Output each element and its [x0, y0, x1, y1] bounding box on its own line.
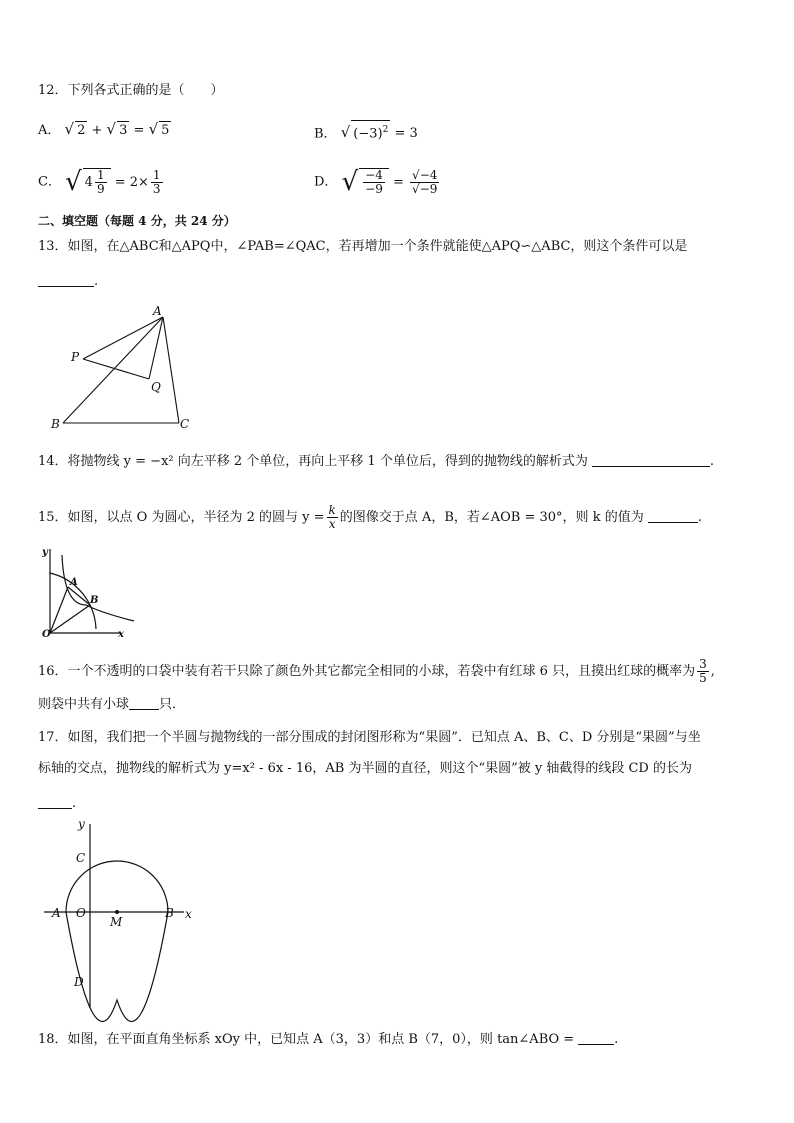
q15-fraction	[327, 504, 338, 531]
q14-blank[interactable]	[592, 452, 710, 467]
q18-text: 18．如图，在平面直角坐标系 xOy 中，已知点 A（3，3）和点 B（7，0），则 tan∠ABO =	[38, 1032, 575, 1047]
q15-label-y: y	[42, 547, 48, 558]
q12-option-b-label: B．	[314, 126, 337, 142]
q16-blank[interactable]	[129, 695, 159, 710]
q17-line2: 标轴的交点，抛物线的解析式为 y=x² - 6x - 16，AB 为半圆的直径，则这个“果圆”被 y 轴截得的线段 CD 的长为	[38, 761, 692, 776]
q13-label-q: Q	[151, 380, 161, 394]
q15-text-b: 的图像交于点 A，B，若∠AOB = 30°，则 k 的值为	[339, 510, 644, 525]
q17-figure	[44, 817, 204, 1015]
q17-blank[interactable]	[38, 794, 72, 809]
q13-side-aq	[149, 317, 163, 379]
q15-figure	[38, 545, 138, 640]
q12-option-c	[38, 168, 165, 196]
q18-blank[interactable]	[578, 1030, 614, 1045]
q13-label-c: C	[180, 417, 190, 431]
q17-label-a: A	[52, 906, 61, 920]
q13-label-p: P	[71, 350, 80, 364]
q12-option-d	[314, 168, 441, 196]
q17-center-dot	[115, 910, 119, 914]
q14-text: 14．将抛物线 y = −x² 向左平移 2 个单位，再向上平移 1 个单位后，得到的抛物线的解析式为	[38, 454, 588, 469]
q12-option-c-label: C．	[38, 174, 61, 190]
q16-frac-den: 5	[699, 671, 707, 685]
q14-end: .	[709, 454, 714, 469]
q17-line1: 17．如图，我们把一个半圆与抛物线的一部分围成的封闭图形称为“果圆”．已知点 A、B、C、D 分别是“果圆”与坐	[38, 730, 701, 745]
q17-label-c: C	[76, 851, 86, 865]
section-2-title: 二、填空题（每题 4 分，共 24 分）	[38, 214, 236, 228]
q17-label-d: D	[74, 975, 84, 989]
q15-hyperbola	[62, 555, 134, 621]
q17-label-o: O	[76, 906, 86, 920]
q12-option-b	[314, 120, 418, 143]
q12-option-b-math: √ $(-3)^2 = 3$	[341, 126, 418, 141]
q15-blank[interactable]	[648, 508, 698, 523]
q18-line	[38, 1030, 618, 1049]
q15-label-b: B	[90, 595, 99, 606]
q17-label-m: M	[110, 915, 123, 929]
q16-frac-num: 3	[699, 657, 707, 671]
q12-option-d-label: D．	[314, 174, 338, 190]
q15-frac-den: x	[328, 517, 336, 531]
q17-answer-line	[38, 794, 76, 813]
q15-line	[38, 504, 702, 531]
q13-answer-line	[38, 272, 98, 291]
q15-label-x: x	[118, 629, 124, 640]
q17-label-b: B	[165, 906, 174, 920]
q16-fraction	[697, 658, 709, 685]
q17-end: .	[72, 796, 77, 811]
q16-line1: 16．一个不透明的口袋中装有若干只除了颜色外其它都完全相同的小球，若袋中有红球 6 只，且摸出红球的概率为 $\frac{3}{5}$ ,	[38, 657, 715, 685]
q16-text-c: 只．	[159, 697, 186, 712]
q12-stem: 12．下列各式正确的是（ ）	[38, 83, 224, 98]
q13-stem: 13．如图，在△ABC和△APQ中，∠PAB=∠QAC，若再增加一个条件就能使△APQ∽△ABC，则这个条件可以是	[38, 239, 688, 254]
q15-end: .	[697, 510, 702, 525]
q13-side-ac	[163, 317, 179, 423]
q16-text-b: 则袋中共有小球	[38, 697, 130, 712]
q16-line2	[38, 695, 185, 714]
q13-side-pq	[83, 359, 149, 379]
q13-end: .	[94, 274, 99, 289]
q13-figure	[45, 305, 205, 430]
q17-label-y: y	[78, 817, 85, 831]
q15-text-a: 15．如图，以点 O 为圆心，半径为 2 的圆与 y =	[38, 510, 325, 525]
q14-line	[38, 452, 714, 471]
q12-option-a-label: A．	[38, 123, 61, 138]
q12-option-a-math: √ 2 + √ 3 = √ 5	[64, 120, 170, 138]
q13-blank[interactable]	[38, 272, 94, 287]
q13-side-ap	[83, 317, 163, 359]
q18-end: .	[614, 1032, 619, 1047]
q15-label-a: A	[70, 577, 78, 588]
q12-option-c-math: √ 4 $\frac{1}{9}$ = 2× $\frac{1}{3}$	[65, 167, 161, 197]
q16-text-a: 16．一个不透明的口袋中装有若干只除了颜色外其它都完全相同的小球，若袋中有红球 6 只，且摸出红球的概率为	[38, 664, 696, 679]
q15-label-o: O	[42, 629, 51, 640]
q12-option-a	[38, 120, 171, 140]
q17-label-x: x	[185, 907, 192, 921]
q15-frac-num: k	[328, 503, 336, 517]
q17-semicircle	[66, 861, 168, 912]
q13-side-ab	[63, 317, 163, 423]
q12-option-d-math: √ $\frac{-4}{-9}$ = $\frac{√-4}{√-9}$	[341, 167, 438, 197]
q13-label-a: A	[153, 304, 162, 318]
q13-label-b: B	[51, 417, 60, 431]
